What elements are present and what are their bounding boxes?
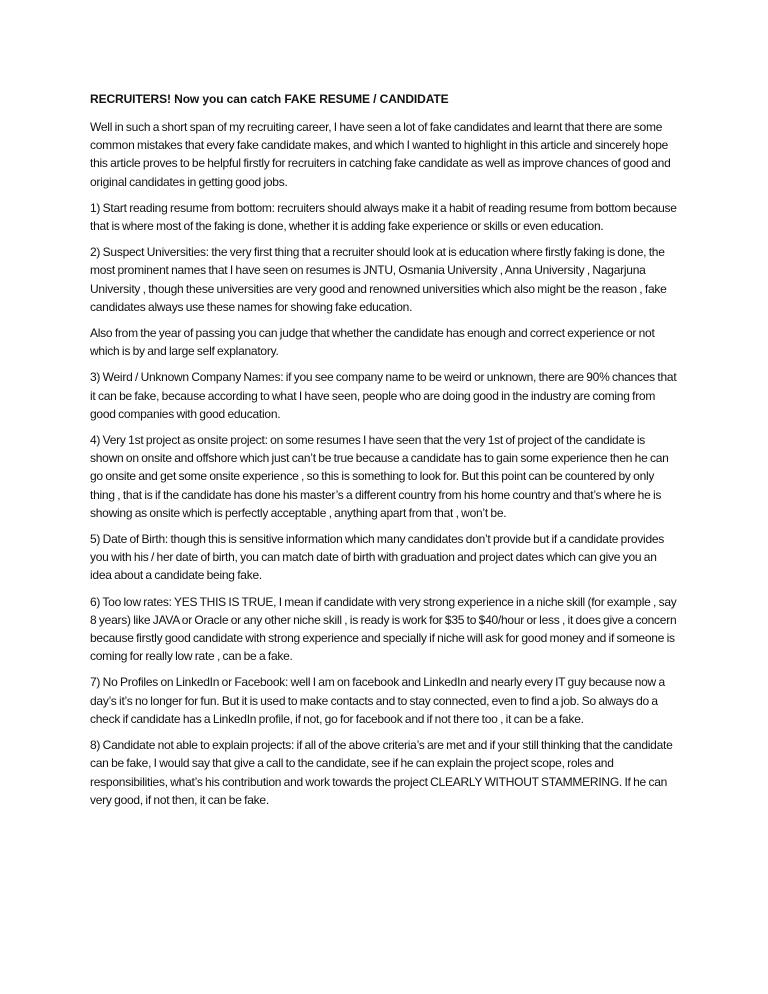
article-body [90, 90, 678, 817]
tip-2-followup-paragraph: Also from the year of passing you can judge that whether the candidate has enough and correct experience or not which is by and large self explanatory. [90, 326, 655, 359]
tip-1-paragraph: 1) Start reading resume from bottom: recruiters should always make it a habit of reading resume from bottom because that is where most of the faking is done, whether it is adding fake experience or skills or even education. [90, 200, 677, 234]
tip-3-paragraph: 3) Weird / Unknown Company Names: if you see company name to be weird or unknown, there are 90% chances that it can be fake, because according to what I have seen, people who are doing good in the industry are coming from good companies with good education. [90, 370, 677, 421]
intro-paragraph: Well in such a short span of my recruiting career, I have seen a lot of fake candidates and learnt that there are some common mistakes that every fake candidate makes, and which I wanted to highlight in this article and sincerely hope this article proves to be helpful firstly for recruiters in catching fake candidate as well as improve chances of good and original candidates in getting good jobs. [90, 120, 671, 189]
article-title: RECRUITERS! Now you can catch FAKE RESUME / CANDIDATE [90, 92, 449, 106]
tip-8-paragraph: 8) Candidate not able to explain projects: if all of the above criteria’s are met and if your still thinking that the candidate can be fake, I would say that give a call to the candidate, see if he can explain the project scope, roles and responsibilities, what’s his contribution and work towards the project CLEARLY WITHOUT STAMMERING. If he can very good, if not then, it can be fake. [90, 738, 673, 807]
tip-5-paragraph: 5) Date of Birth: though this is sensitive information which many candidates don’t provide but if a candidate provides you with his / her date of birth, you can match date of birth with graduation and project dates which can give you an idea about a candidate being fake. [90, 532, 665, 583]
tip-4-paragraph: 4) Very 1st project as onsite project: on some resumes I have seen that the very 1st of project of the candidate is shown on onsite and offshore which just can’t be true because a candidate has to gain some experience then he can go onsite and get some onsite experience , so this is something to look for. But this point can be countered by only thing , that is if the candidate has done his master’s a different country from his home country and that’s where he is showing as onsite which is perfectly acceptable , anything apart from that , won’t be. [90, 433, 669, 520]
tip-2-paragraph: 2) Suspect Universities: the very first thing that a recruiter should look at is education where firstly faking is done, the most prominent names that I have seen on resumes is JNTU, Osmania University , Anna University , Nagarjuna University , though these universities are very good and renowned universities which also might be the reason , fake candidates always use these names for showing fake education. [90, 245, 667, 314]
tip-7-paragraph: 7) No Profiles on LinkedIn or Facebook: well I am on facebook and LinkedIn and nearly every IT guy because now a day’s it’s no longer for fun. But it is used to make contacts and to stay connected, even to find a job. So always do a check if candidate has a LinkedIn profile, if not, go for facebook and if not there too , it can be a fake. [90, 675, 665, 726]
tip-6-paragraph: 6) Too low rates: YES THIS IS TRUE, I mean if candidate with very strong experience in a niche skill (for example , say 8 years) like JAVA or Oracle or any other niche skill , is ready is work for $35 to $40/hour or less , it does give a concern because firstly good candidate with strong experience and specially if niche will ask for good money and if someone is coming for really low rate , can be a fake. [90, 594, 677, 664]
